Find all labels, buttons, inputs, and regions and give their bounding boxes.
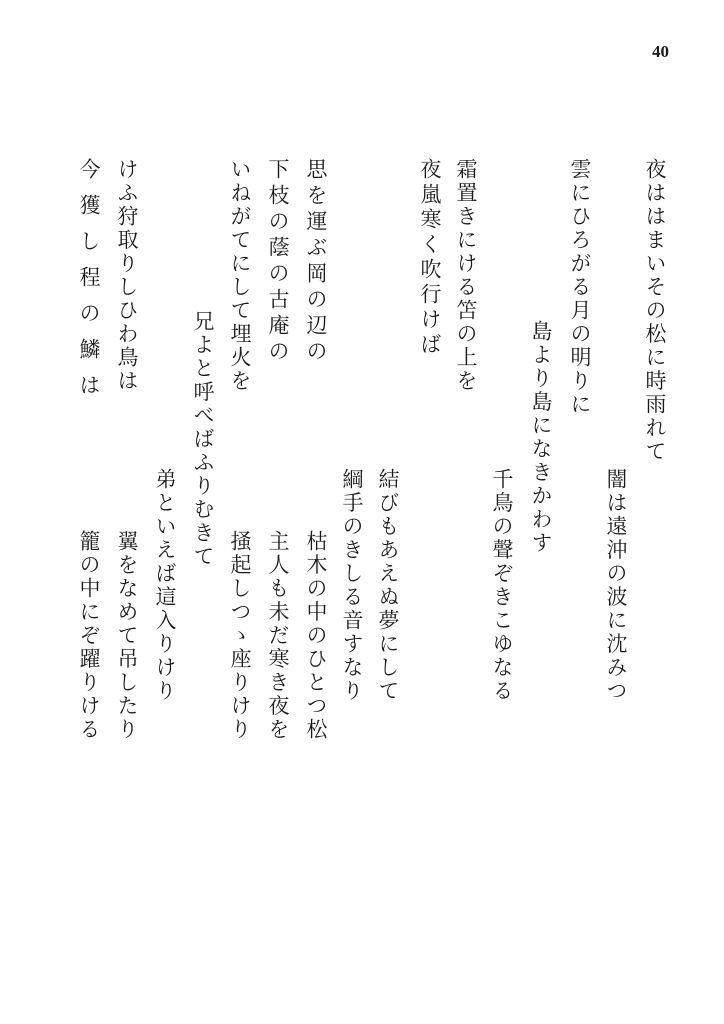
verse-line-12: 下枝の蔭の古庵の: [266, 158, 290, 366]
verse-line-5: 千鳥の聲ぞきこゆなる: [490, 468, 514, 703]
page-number: 40: [652, 42, 669, 61]
verse-line-16: 兄よと呼べばふりむきて: [191, 310, 215, 569]
verse-line-7: 夜嵐寒く吹行けば: [418, 158, 442, 358]
verse-line-20: 今獲し程の鱗は: [77, 158, 101, 410]
verse-line-6: 霜置きにける笘の上を: [454, 158, 478, 393]
verse-line-10: 思を運ぶ岡の辺の: [304, 158, 328, 366]
verse-line-11: 枯木の中のひとつ松: [304, 530, 328, 742]
verse-line-13: 主人も未だ寒き夜を: [266, 530, 290, 742]
verse-line-3: 雲にひろがる月の明りに: [568, 158, 592, 417]
verse-line-18: けふ狩取りしひわ鳥は: [115, 158, 139, 393]
verse-line-17: 弟といえば這入りけり: [153, 468, 177, 703]
verse-line-21: 籠の中にぞ躍りける: [77, 530, 101, 742]
verse-line-2: 闇は遠沖の波に沈みつ: [604, 468, 628, 703]
verse-line-8: 結びもあえぬ夢にして: [376, 468, 400, 703]
verse-line-15: 掻起しつゝ座りけり: [228, 530, 252, 742]
verse-line-9: 綱手のきしる音すなり: [340, 468, 364, 703]
verse-line-14: いねがてにして埋火を: [228, 158, 252, 393]
verse-line-4: 島より島になきかわす: [529, 320, 553, 555]
verse-line-1: 夜ははまいその松に時雨れて: [643, 158, 667, 464]
verse-line-19: 翼をなめて吊したり: [115, 530, 139, 742]
